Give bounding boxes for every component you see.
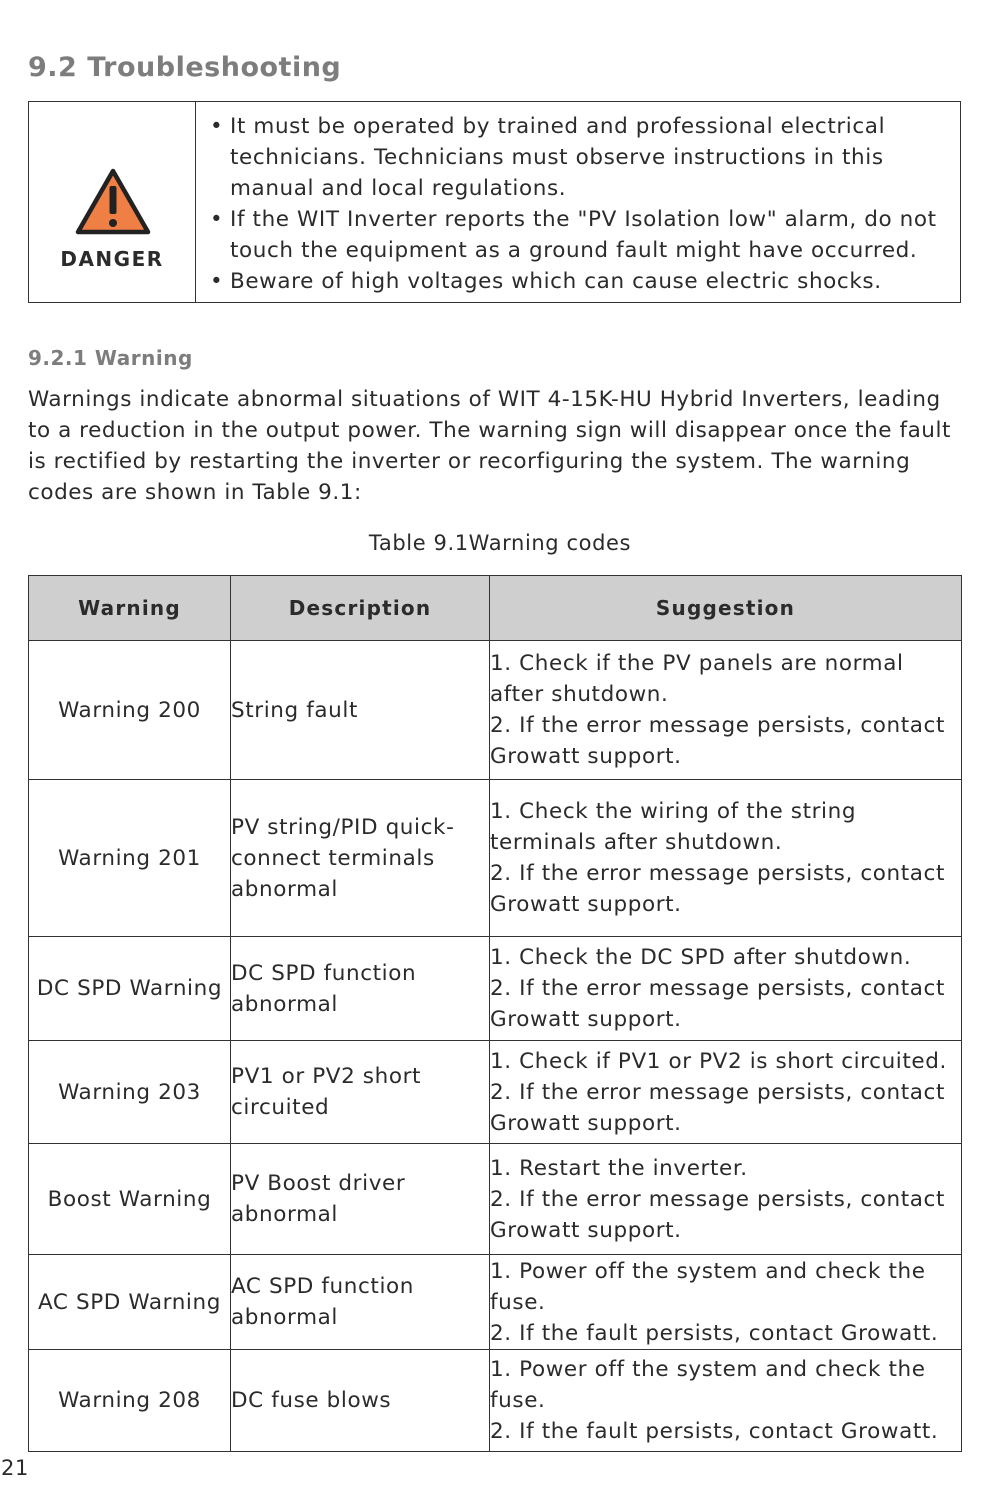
description-cell: PV Boost driver abnormal <box>231 1144 490 1255</box>
header-warning: Warning <box>29 576 231 641</box>
description-cell: String fault <box>231 641 490 780</box>
suggestion-cell: 1. Check the DC SPD after shutdown. 2. If the error message persists, contact Growatt support. <box>490 937 962 1041</box>
section-title: 9.2 Troubleshooting <box>28 52 342 83</box>
table-row <box>29 1144 962 1255</box>
danger-item: • If the WIT Inverter reports the "PV Isolation low" alarm, do not touch the equipment as a ground fault might have occurred. <box>210 204 960 266</box>
warning-cell: AC SPD Warning <box>29 1255 231 1350</box>
danger-label: DANGER <box>60 247 164 271</box>
suggestion-cell: 1. Check if PV1 or PV2 is short circuited. 2. If the error message persists, contact Growatt support. <box>490 1041 962 1144</box>
warning-cell: Warning 200 <box>29 641 231 780</box>
suggestion-cell: 1. Power off the system and check the fuse. 2. If the fault persists, contact Growatt. <box>490 1255 962 1350</box>
danger-icon-cell <box>29 102 196 302</box>
description-cell: DC SPD function abnormal <box>231 937 490 1041</box>
danger-item: • Beware of high voltages which can cause electric shocks. <box>210 266 960 297</box>
header-description: Description <box>231 576 490 641</box>
danger-notice <box>28 101 961 303</box>
table-row <box>29 780 962 937</box>
suggestion-cell: 1. Power off the system and check the fuse. 2. If the fault persists, contact Growatt. <box>490 1350 962 1452</box>
danger-item: • It must be operated by trained and professional electrical technicians. Technicians must observe instructions in this manual and local regulations. <box>210 111 960 204</box>
warning-cell: Warning 201 <box>29 780 231 937</box>
description-cell: DC fuse blows <box>231 1350 490 1452</box>
page-number: 21 <box>1 1456 29 1480</box>
table-row <box>29 1350 962 1452</box>
table-row <box>29 937 962 1041</box>
intro-paragraph: Warnings indicate abnormal situations of WIT 4-15K-HU Hybrid Inverters, leading to a reduction in the output power. The warning sign will disappear once the fault is rectified by restarting the inverter or recorfiguring the system. The warning codes are shown in Table 9.1: <box>28 387 951 505</box>
warning-codes-table <box>28 575 962 1452</box>
suggestion-cell: 1. Restart the inverter. 2. If the error message persists, contact Growatt support. <box>490 1144 962 1255</box>
warning-cell: Warning 208 <box>29 1350 231 1452</box>
table-caption: Table 9.1Warning codes <box>368 531 632 555</box>
description-cell: PV1 or PV2 short circuited <box>231 1041 490 1144</box>
suggestion-cell: 1. Check the wiring of the string terminals after shutdown. 2. If the error message persists, contact Growatt support. <box>490 780 962 937</box>
table-row <box>29 1041 962 1144</box>
table-header-row <box>29 576 962 641</box>
danger-list <box>196 102 960 302</box>
table-row <box>29 641 962 780</box>
header-suggestion: Suggestion <box>490 576 962 641</box>
warning-cell: Boost Warning <box>29 1144 231 1255</box>
warning-cell: Warning 203 <box>29 1041 231 1144</box>
description-cell: AC SPD function abnormal <box>231 1255 490 1350</box>
description-cell: PV string/PID quick-connect terminals abnormal <box>231 780 490 937</box>
warning-triangle-icon <box>73 166 153 238</box>
suggestion-cell: 1. Check if the PV panels are normal after shutdown. 2. If the error message persists, contact Growatt support. <box>490 641 962 780</box>
table-row <box>29 1255 962 1350</box>
subsection-title: 9.2.1 Warning <box>28 346 193 370</box>
warning-cell: DC SPD Warning <box>29 937 231 1041</box>
